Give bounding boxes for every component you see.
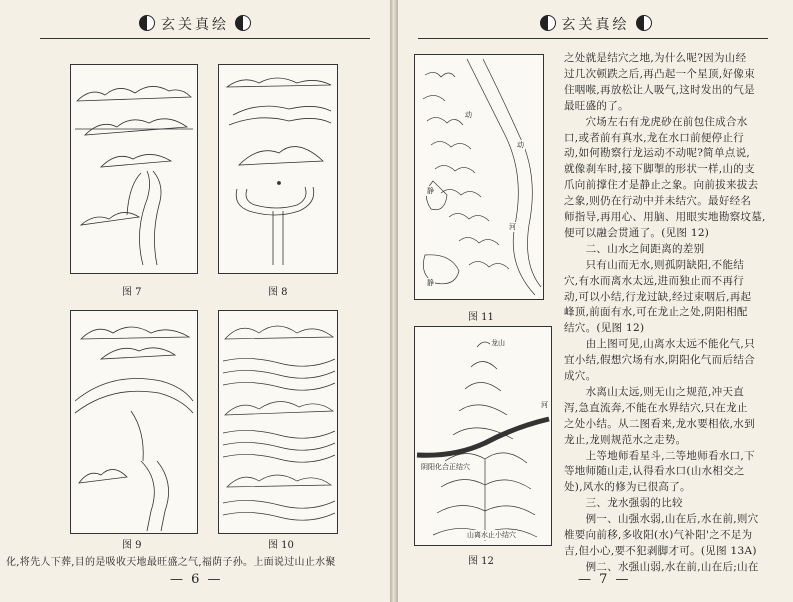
yin-yang-icon [139, 15, 155, 31]
section-heading: 二、山水之间距离的差别 [564, 242, 705, 255]
figure-8 [218, 64, 338, 274]
body-line: 上等地师看星斗,二等地师看水口,下 [564, 449, 755, 462]
header-title: 玄关真绘 [161, 17, 229, 33]
body-line: 爪向前撑住才是静止之象。向前拔来拔去 [564, 179, 759, 192]
body-line: 之处就是结穴之地,为什么呢?因为山经 [564, 52, 747, 64]
yin-yang-icon [540, 15, 556, 31]
body-line: 师指导,再用心、用脑、用眼实地勘察坟墓, [564, 211, 766, 223]
right-page [398, 0, 793, 602]
header-title: 玄关真绘 [561, 17, 630, 33]
body-line: 就像刹车时,接下脚掣的形状一样,山的支 [564, 163, 755, 176]
yin-yang-icon [235, 15, 251, 31]
book-gutter [390, 0, 398, 602]
body-line: 例一、山强水弱,山在后,水在前,则穴 [564, 513, 759, 526]
figure-9 [70, 310, 198, 534]
body-line: 穴场左右有龙虎砂在前包住成合水 [564, 115, 748, 128]
body-line: 过几次顿跌之后,再凸起一个星顶,好像束 [564, 67, 755, 80]
header-rule [40, 38, 370, 39]
yin-yang-icon [636, 15, 652, 31]
body-line: 峰顶,前面有水,可在龙止之处,阴阳相配 [564, 306, 748, 319]
body-line: 椎要向前移,多收阳(水)气补阳'之不足为 [564, 529, 753, 541]
caption-fig8: 图 8 [268, 287, 288, 298]
fig12-label-river: 河 [541, 401, 548, 409]
caption-fig9: 图 9 [122, 540, 142, 551]
body-line: 之象,则仍在行动中并未结穴。最好经名 [564, 195, 752, 208]
body-line: 只有山而无水,则孤阴缺阳,不能结 [564, 258, 745, 271]
caption-fig10: 图 10 [268, 540, 294, 551]
section-heading: 三、龙水强弱的比较 [564, 497, 683, 510]
body-line: 成穴。 [564, 370, 597, 382]
body-line: 穴,有水而离水太远,进而独止而不再行 [564, 274, 745, 287]
right-page-number: — 7 — [578, 572, 631, 587]
body-line: 龙止,龙则规范水之走势。 [564, 433, 687, 446]
header-rule [418, 38, 768, 39]
fig12-label-main-cave: 阴阳化合正结穴 [421, 463, 470, 471]
fig11-label-still-1: 静 [427, 187, 434, 195]
figure-7 [70, 64, 198, 274]
body-line: 动,可以小结,行龙过缺,经过束咽后,再起 [564, 290, 752, 303]
figure-11 [414, 54, 544, 300]
body-line: 由上图可见,山离水太远不能化气,只 [564, 338, 755, 351]
body-line: 便可以融会贯通了。(见图 12) [564, 226, 710, 239]
left-page [0, 0, 390, 602]
right-header [398, 14, 793, 34]
fig11-label-move-1: 动 [465, 111, 472, 119]
body-line: 处),风水的修为已很高了。 [564, 481, 691, 494]
caption-fig12: 图 12 [468, 556, 494, 567]
body-line: 动,如何勘察行龙运动不动呢?简单点说, [564, 147, 751, 160]
body-line: 泻,急直流奔,不能在水界结穴,只在龙止 [564, 401, 748, 414]
body-line: 之处小结。从二图看来,龙水要相依,水到 [564, 417, 755, 430]
fig11-label-still-2: 静 [427, 279, 434, 287]
left-page-number: — 6 — [170, 572, 223, 587]
fig11-label-move-2: 动 [517, 141, 524, 149]
body-line: 等地师随山走,认得看水口(山水相交之 [564, 465, 745, 478]
fig12-label-dragon-mountain: 龙山 [491, 339, 505, 347]
body-line: 水离山太远,则无山之规范,冲天直 [564, 385, 745, 398]
fig11-label-river: 河 [509, 223, 516, 231]
body-line: 最旺盛的了。 [564, 99, 629, 112]
body-line: 口,或者前有真水,龙在水口前便停止行 [564, 131, 745, 144]
body-line: 住咽喉,再放松让人吸气,这时发出的气是 [564, 83, 755, 96]
body-line: 结穴。(见图 12) [564, 322, 645, 335]
fig12-label-small-cave: 山离水止小结穴 [467, 531, 516, 539]
left-bottom-text: 化,将先人下葬,目的是吸收天地最旺盛之气,福荫子孙。上面说过山止水聚 [6, 557, 336, 568]
body-line: 例二、水强山弱,水在前,山在后;山在 [564, 560, 759, 573]
caption-fig7: 图 7 [122, 287, 142, 298]
caption-fig11: 图 11 [468, 312, 494, 323]
figure-12 [414, 326, 552, 546]
figure-10 [218, 310, 338, 534]
body-line: 吉,但小心,要不犯剥脚才可。(见图 13A) [564, 544, 757, 557]
body-line: 宜小结,假想穴场有水,阴阳化气而后结合 [564, 354, 755, 367]
left-header [0, 14, 390, 34]
